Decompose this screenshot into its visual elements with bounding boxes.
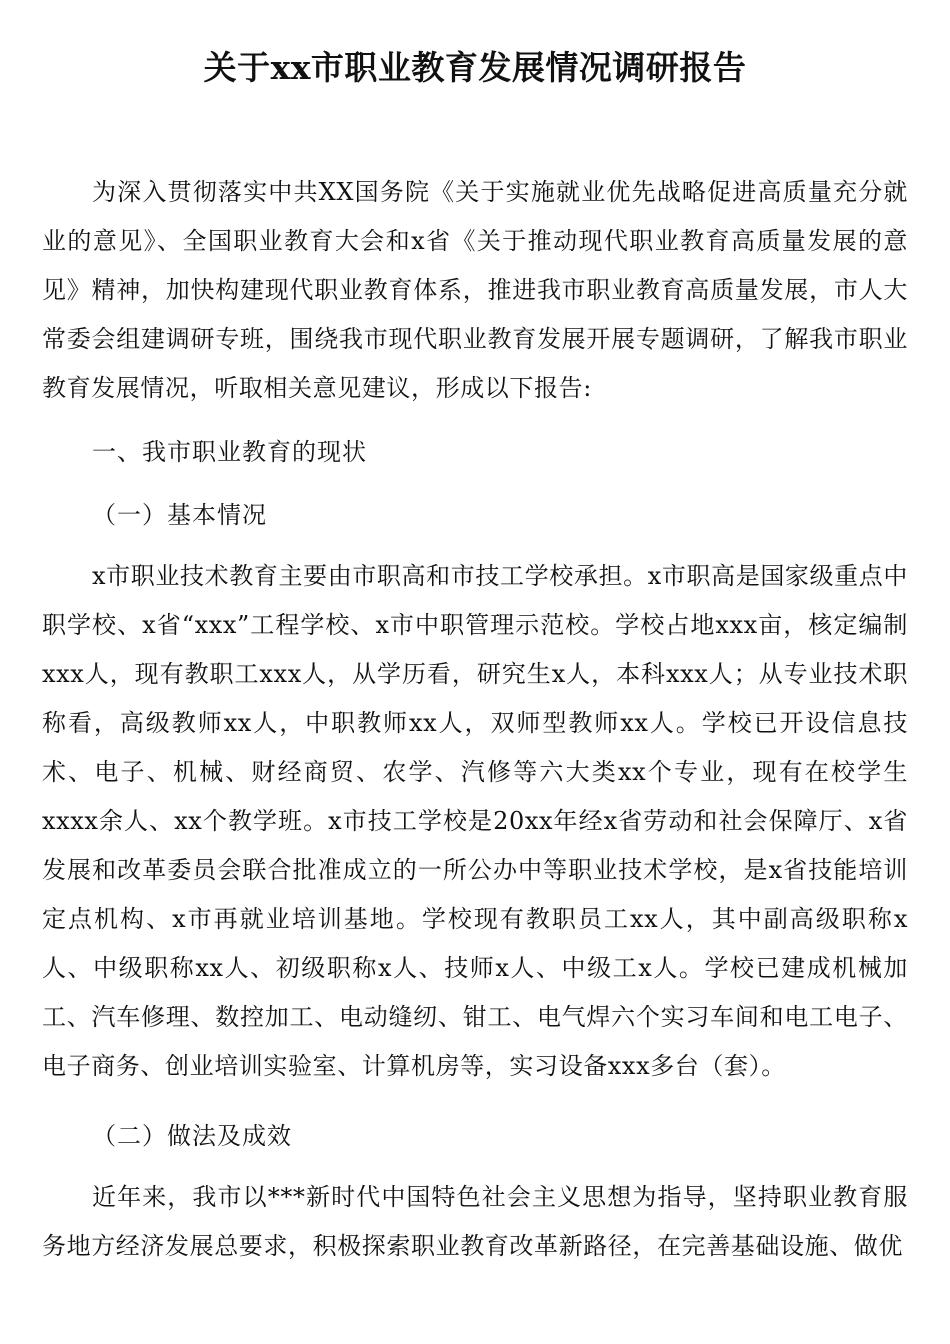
document-title: 关于xx市职业教育发展情况调研报告 [203, 48, 747, 87]
measures-paragraph: 近年来，我市以***新时代中国特色社会主义思想为指导，坚持职业教育服务地方经济发展总要求，积极探索职业教育改革新路径，在完善基础设施、做优 [42, 1183, 908, 1260]
basic-situation-paragraph: x市职业技术教育主要由市职高和市技工学校承担。x市职高是国家级重点中职学校、x省“xxx”工程学校、x市中职管理示范校。学校占地xxx亩，核定编制xxx人，现有教职工xxx人，从学历看，研究生x人，本科xxx人；从专业技术职称看，高级教师xx人，中职教师xx人，双师型教师xx人。学校已开设信息技术、电子、机械、财经商贸、农学、汽修等六大类xx个专业，现有在校学生xxxx余人、xx个教学班。x市技工学校是20xx年经x省劳动和社会保障厅、x省发展和改革委员会联合批准成立的一所公办中等职业技术学校，是x省技能培训定点机构、x市再就业培训基地。学校现有教职员工xx人，其中副高级职称x人、中级职称xx人、初级职称x人、技师x人、中级工x人。学校已建成机械加工、汽车修理、数控加工、电动缝纫、钳工、电气焊六个实习车间和电工电子、电子商务、创业培训实验室、计算机房等，实习设备xxx多台（套）。 [42, 562, 908, 1080]
subsection-heading-1: （一）基本情况 [92, 501, 267, 529]
intro-paragraph: 为深入贯彻落实中共XX国务院《关于实施就业优先战略促进高质量充分就业的意见》、全国职业教育大会和x省《关于推动现代职业教育高质量发展的意见》精神，加快构建现代职业教育体系，推进我市职业教育高质量发展，市人大常委会组建调研专班，围绕我市现代职业教育发展开展专题调研，了解我市职业教育发展情况，听取相关意见建议，形成以下报告: [42, 178, 908, 402]
section-heading-1: 一、我市职业教育的现状 [92, 438, 367, 466]
subsection-heading-2: （二）做法及成效 [92, 1122, 292, 1150]
